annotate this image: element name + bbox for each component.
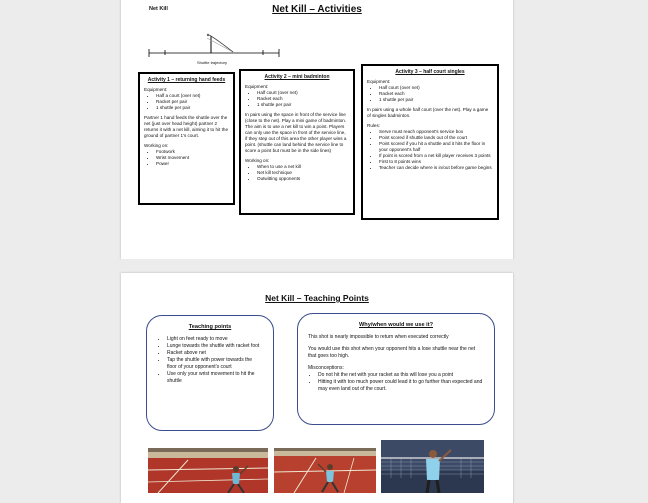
photo-player-lunge: [148, 448, 268, 493]
photo-player-reach: [274, 448, 376, 493]
activity-1-box: [138, 72, 235, 205]
activity-2-working-label: Working on:: [245, 158, 270, 163]
list-item: • Wrist movement: [156, 155, 229, 161]
activity-1-title: Activity 1 – returning hand feeds: [147, 77, 226, 83]
why-when-para-2: You would use this shot when your opponent hits a lose shuttle near the net that goes too high.: [308, 346, 476, 359]
list-item: • Tap the shuttle with power towards the floor of your opponent's court: [167, 357, 263, 371]
misconceptions-list: [308, 372, 484, 393]
activity-3-rules-label: Rules:: [367, 123, 381, 128]
activity-1-working-list: [144, 149, 229, 167]
activity-3-rules-list: [367, 129, 493, 171]
activity-1-equipment-label: Equipment:: [144, 87, 168, 92]
document-page-1: [121, 0, 513, 259]
photo-player-net: [381, 440, 484, 493]
activity-2-box: [239, 69, 355, 215]
list-item: • Teacher can decide where is in/out before game begins: [379, 165, 493, 171]
why-when-box: [297, 313, 495, 425]
activity-2-equipment-list: [245, 90, 349, 108]
list-item: • Racket each: [379, 91, 493, 97]
list-item: • Hitting it with too much power could lead it to go further than expected and may even land out of the court.: [318, 379, 484, 393]
activity-2-title: Activity 2 – mini badminton: [264, 74, 330, 80]
list-item: • Half court (over net): [257, 90, 349, 96]
teaching-points-title: Teaching points: [188, 324, 232, 330]
diagram-caption: Shuttle trajectory: [197, 60, 228, 65]
list-item: • Racket each: [257, 96, 349, 102]
list-item: • If point is scored from a net kill player receives 3 points: [379, 153, 493, 159]
page-corner-label: Net Kill: [149, 6, 168, 12]
why-when-title: Why/when would we use it?: [359, 322, 433, 328]
why-when-para-1: This shot is nearly impossible to return when executed correctly: [308, 334, 449, 340]
list-item: • Half a court (over net): [156, 93, 229, 99]
page-gap: [121, 259, 513, 273]
list-item: • Serve must reach opponent's service box: [379, 129, 493, 135]
activity-3-box: [361, 64, 499, 220]
list-item: • Do not hit the net with your racket as this will lose you a point: [318, 372, 484, 379]
page-2-title: Net Kill – Teaching Points: [265, 293, 369, 303]
activity-2-description: In pairs using the space in front of the service line (close to the net). Play a mini game of badminton. The aim is to use a net kill to win a point. Players can only use the space in front of the service line, if they step out of this area the other player wins a point. (shuttle can land behind the service line to score a point but must be in the side lines): [245, 112, 347, 153]
list-item: • Net kill technique: [257, 170, 349, 176]
page-title: Net Kill – Activities: [272, 4, 362, 15]
document-page-2: [121, 273, 513, 503]
list-item: • When to use a net kill: [257, 164, 349, 170]
teaching-points-box: [146, 315, 274, 431]
list-item: • Outwitting opponents: [257, 176, 349, 182]
list-item: • Half court (over net): [379, 85, 493, 91]
list-item: • Power: [156, 161, 229, 167]
list-item: • First to 8 points wins: [379, 159, 493, 165]
list-item: • 1 shuttle per pair: [379, 97, 493, 103]
list-item: • Racket per pair: [156, 99, 229, 105]
activity-1-description: Partner 1 hand feeds the shuttle over the net (just over head height) partner 2 returns it with a net kill, aiming it to hit the ground of partner 1's court.: [144, 115, 228, 138]
activity-3-equipment-list: [367, 85, 493, 103]
list-item: • 1 shuttle per pair: [156, 105, 229, 111]
list-item: • Use only your wrist movement to hit the shuttle: [167, 371, 263, 385]
activity-2-working-list: [245, 164, 349, 182]
list-item: • Lunge towards the shuttle with racket foot: [167, 343, 263, 350]
activity-2-equipment-label: Equipment:: [245, 84, 269, 89]
misconceptions-label: Misconceptions:: [308, 365, 344, 371]
list-item: • Light on feet ready to move: [167, 336, 263, 343]
list-item: • 1 shuttle per pair: [257, 102, 349, 108]
list-item: • Point scored if you hit a shuttle and it hits the floor in your opponent's half: [379, 141, 493, 153]
list-item: • Racket above net: [167, 350, 263, 357]
list-item: • Point scored if shuttle lands out of the court: [379, 135, 493, 141]
activity-3-title: Activity 3 – half court singles: [395, 69, 465, 75]
activity-1-equipment-list: [144, 93, 229, 111]
activity-3-description: In pairs using a whole half court (over the net). Play a game of singles badminton.: [367, 107, 489, 118]
activity-1-working-label: Working on:: [144, 143, 169, 148]
teaching-points-list: [157, 336, 263, 385]
list-item: • Footwork: [156, 149, 229, 155]
activity-3-equipment-label: Equipment:: [367, 79, 391, 84]
